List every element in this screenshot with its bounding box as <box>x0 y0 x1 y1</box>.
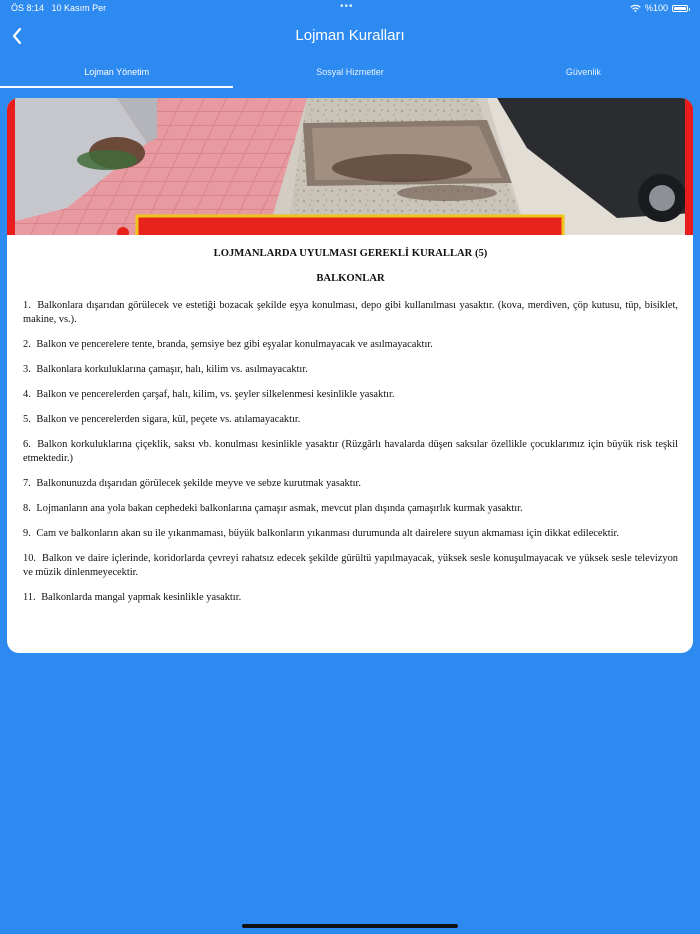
rule-item: 5. Balkon ve pencerelerden sigara, kül, peçete vs. atılamayacaktır. <box>23 414 301 425</box>
banner-image <box>7 98 693 235</box>
rule-item: 9. Cam ve balkonların akan su ile yıkanmaması, büyük balkonların yıkanması durumunda alt dairelere suyun akmaması için dikkat edilecektir. <box>23 528 619 539</box>
rule-item: 7. Balkonunuzda dışarıdan görülecek şekilde meyve ve sebze kurutmak yasaktır. <box>23 478 362 489</box>
battery-percent: %100 <box>644 3 668 13</box>
status-date: 10 Kasım Per <box>51 3 107 13</box>
status-time-date <box>11 3 111 13</box>
tab-lojman-yonetim[interactable]: Lojman Yönetim <box>0 58 233 88</box>
rule-item: 6. Balkon korkuluklarına çiçeklik, saksı vb. konulması kesinlikle yasaktır (Rüzgârlı havalarda düşen saksılar özellikle çocuklarımız için büyük risk teşkil etmektedir.) <box>23 439 679 464</box>
rules-list <box>23 299 678 605</box>
rule-item: 4. Balkon ve pencerelerden çarşaf, halı, kilim, vs. şeyler silkelenmesi kesinlikle yasaktır. <box>23 389 395 400</box>
page-title: Lojman Kuralları <box>295 27 405 44</box>
document-title: LOJMANLARDA UYULMASI GEREKLİ KURALLAR (5) <box>213 248 488 259</box>
tab-bar <box>0 58 700 88</box>
status-time: ÖS 8:14 <box>11 3 45 13</box>
battery-icon <box>672 5 688 12</box>
rule-item: 10. Balkon ve daire içlerinde, koridorlarda çevreyi rahatsız edecek şekilde gürültü yapılmayacak, yüksek sesle konuşulmayacak ve yüksek sesle televizyon ve müzik dinlenmeyecektir. <box>23 553 678 578</box>
tab-sosyal-hizmetler[interactable]: Sosyal Hizmetler <box>316 67 384 77</box>
rule-item: 2. Balkon ve pencerelere tente, branda, şemsiye bez gibi eşyalar konulmayacak ve asılmayacaktır. <box>23 339 433 350</box>
rule-item: 3. Balkonlara korkuluklarına çamaşır, halı, kilim vs. asılmayacaktır. <box>23 364 308 375</box>
home-indicator[interactable] <box>242 924 458 928</box>
document-subtitle: BALKONLAR <box>316 273 385 284</box>
status-bar <box>0 0 700 18</box>
multitasking-dots-icon[interactable]: ••• <box>340 1 354 12</box>
navigation-bar <box>0 18 700 56</box>
wifi-icon <box>630 4 641 13</box>
rule-item: 11. Balkonlarda mangal yapmak kesinlikle yasaktır. <box>23 592 242 603</box>
document-content <box>7 247 693 605</box>
rule-item: 1. Balkonlara dışarıdan görülecek ve estetiği bozacak şekilde eşya konulması, depo gibi kullanılması yasaktır. (kova, merdiven, çöp kutusu, tüp, bisiklet, makine, vs.). <box>23 300 678 325</box>
content-card <box>7 98 693 653</box>
rule-item: 8. Lojmanların ana yola bakan cephedeki balkonlarına çamaşır asmak, mevcut plan dışında çamaşırlık kurmak yasaktır. <box>23 503 523 514</box>
status-indicators <box>630 3 688 13</box>
tab-guvenlik[interactable]: Güvenlik <box>565 67 601 77</box>
